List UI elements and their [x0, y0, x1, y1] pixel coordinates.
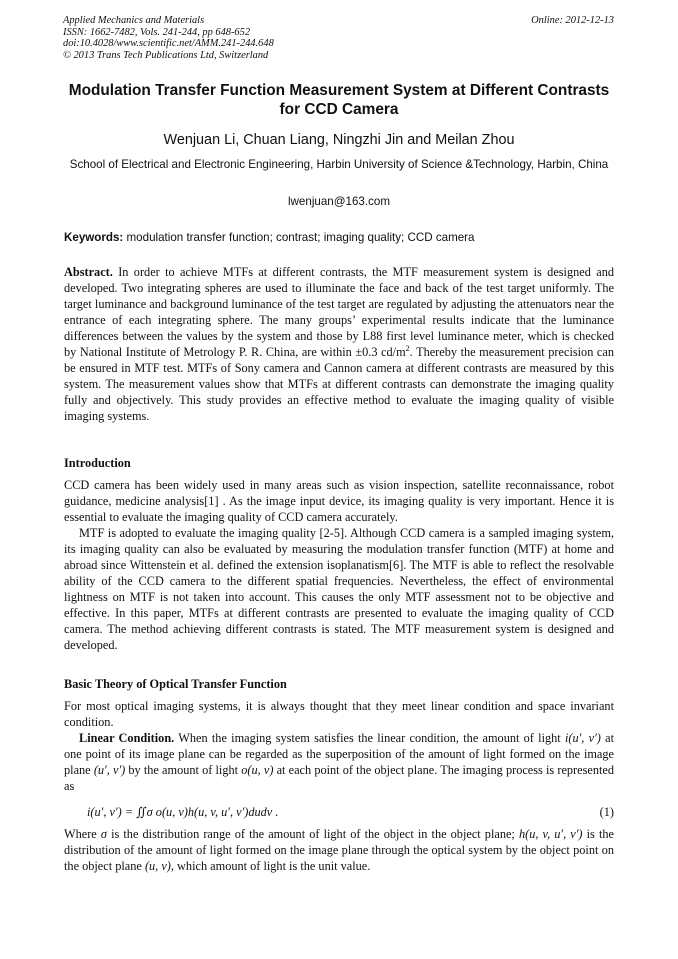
introduction-paragraph-1: CCD camera has been widely used in many areas such as vision inspection, satellite reconnaissance, robot guidance, medicine analysis[1] . As the image input device, its imaging quality is very important. Hence it is essential to evaluate the imaging quality of CCD camera accurately.	[64, 478, 614, 524]
linear-condition-label: Linear Condition.	[79, 731, 175, 745]
section-heading-introduction: Introduction	[64, 456, 131, 470]
equation-1	[64, 803, 614, 821]
abstract-text-1: In order to achieve MTFs at different contrasts, the MTF measurement system is designed and developed. Two integrating spheres are used to illuminate the face and back of the test target uniformly. The target luminance and background luminance of the test target are regulated by adjusting the attenuators near the entrance of each integrating sphere. The many groups’ experimental results indicate that the luminance differences between the values by the system and those by L88 first level luminance meter, which is checked by National Institute of Metrology P. R. China, are within ±0.3 cd/m	[64, 265, 614, 359]
where-text-4: , which amount of light is the unit value.	[170, 859, 371, 873]
equation-number: (1)	[599, 805, 614, 819]
abstract	[64, 264, 614, 424]
math-h: h(u, v, u′, v′)	[518, 827, 583, 841]
keywords-label: Keywords:	[64, 231, 124, 244]
math-o-uv: o(u, v)	[241, 763, 274, 777]
online-date: Online: 2012-12-13	[531, 15, 614, 26]
where-text-2: is the distribution range of the amount of light of the object in the object plane;	[111, 827, 515, 841]
linear-condition-paragraph	[64, 730, 614, 794]
paper-title: Modulation Transfer Function Measurement System at Different Contrasts for CCD Camera	[68, 82, 610, 118]
issn-line: ISSN: 1662-7482, Vols. 241-244, pp 648-652	[63, 26, 251, 38]
abstract-text-2: . Thereby the measurement precision can be ensured in MTF test. MTFs of Sony camera and Cannon camera at different contrasts are measured by this system. The measurement values show that MTFs at different contrasts can demonstrate the imaging quality fully and objectively. This study provides an effective method to evaluate the imaging quality of visible imaging systems.	[64, 345, 614, 423]
math-uv: (u, v)	[144, 859, 171, 873]
section-heading-basic-theory: Basic Theory of Optical Transfer Function	[64, 677, 287, 691]
linear-text-4: at each point of the object plane. The imaging process is represented as	[64, 763, 615, 793]
where-paragraph	[64, 826, 614, 874]
abstract-superscript: 2	[405, 343, 410, 353]
journal-name: Applied Mechanics and Materials	[63, 15, 205, 26]
equation-body: i(u′, v′) = ∬σ o(u, v)h(u, v, u′, v′)dudv .	[87, 805, 279, 819]
author-list: Wenjuan Li, Chuan Liang, Ningzhi Jin and Meilan Zhou	[163, 132, 515, 148]
introduction-body	[64, 477, 614, 653]
linear-text-3: by the amount of light	[128, 763, 239, 777]
affiliation: School of Electrical and Electronic Engineering, Harbin University of Science &Technology, Harbin, China	[69, 158, 609, 171]
keywords-text: modulation transfer function; contrast; imaging quality; CCD camera	[126, 231, 475, 244]
where-text-3: is the distribution of the amount of light formed on the image plane through the optical system by the object point on the object plane	[64, 827, 614, 873]
introduction-paragraph-2: MTF is adopted to evaluate the imaging quality [2-5]. Although CCD camera is a sampled imaging system, its imaging quality can also be evaluated by measuring the modulation transfer function (MTF) at home and abroad since Wittenstein et al. defined the extension isoplanatism[6]. The MTF is able to reflect the resolvable ability of the CCD camera to the different spatial frequencies. Nevertheless, the effect of environmental lightness on MTF is not taken into account. This causes the only MTF assessment not to be objective and effective. In this paper, MTFs at different contrasts are presented to evaluate the imaging quality of CCD camera. The method achieving different contrasts is stated. The MTF measurement system is designed and developed.	[64, 526, 614, 652]
linear-text-1: When the imaging system satisfies the linear condition, the amount of light	[178, 731, 561, 745]
keywords	[64, 230, 614, 245]
author-email: lwenjuan@163.com	[287, 195, 390, 208]
basic-theory-body	[64, 698, 614, 794]
linear-text-2: at one point of its image plane can be regarded as the superposition of the amount of light formed on the image plane	[64, 731, 614, 777]
journal-header	[63, 15, 274, 61]
math-i-uv: i(u′, v′)	[564, 731, 601, 745]
math-uv-prime: (u′, v′)	[93, 763, 126, 777]
copyright-line: © 2013 Trans Tech Publications Ltd, Switzerland	[63, 49, 269, 61]
basic-theory-paragraph-1: For most optical imaging systems, it is always thought that they meet linear condition and space invariant condition.	[64, 699, 614, 729]
doi-line: doi:10.4028/www.scientific.net/AMM.241-244.648	[63, 38, 274, 50]
abstract-label: Abstract.	[64, 265, 113, 279]
where-text-1: Where	[64, 827, 97, 841]
math-sigma: σ	[100, 827, 107, 841]
